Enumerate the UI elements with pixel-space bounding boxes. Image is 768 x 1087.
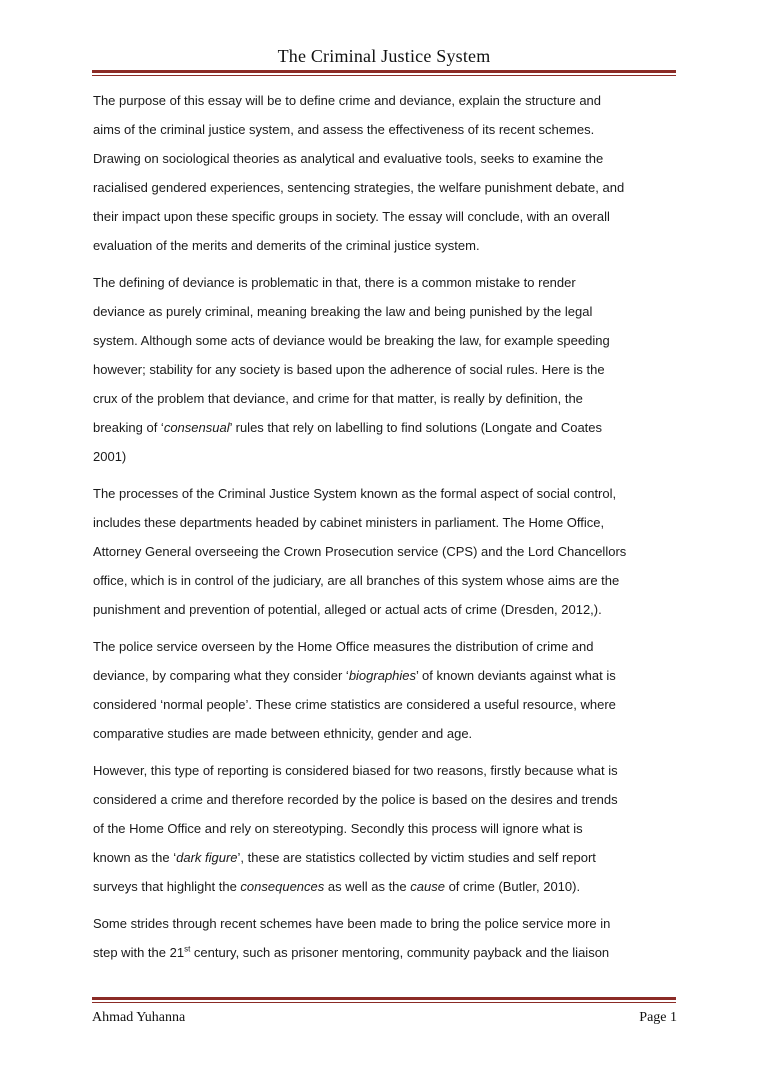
text-line [93, 719, 677, 748]
text-line [93, 326, 677, 355]
text-line [93, 843, 677, 872]
text-run: However, this type of reporting is considered biased for two reasons, firstly because what is [93, 763, 618, 778]
text-run: step with the 21 [93, 945, 185, 960]
paragraph [93, 632, 677, 748]
text-run: surveys that highlight the [93, 879, 241, 894]
text-line [93, 231, 677, 260]
text-run: breaking of ‘ [93, 420, 164, 435]
text-line [93, 355, 677, 384]
text-run: however; stability for any society is based upon the adherence of social rules. Here is the [93, 362, 605, 377]
text-line [93, 508, 677, 537]
text-line [93, 595, 677, 624]
superscript-text: st [184, 944, 191, 954]
text-run: The processes of the Criminal Justice System known as the formal aspect of social control, [93, 486, 617, 501]
text-run: ’ of known deviants against what is [416, 668, 616, 683]
text-run: their impact upon these specific groups in society. The essay will conclude, with an overall [93, 209, 610, 224]
text-line [93, 814, 677, 843]
paragraph [93, 86, 677, 260]
text-run: ’, these are statistics collected by victim studies and self report [237, 850, 596, 865]
text-run: The police service overseen by the Home Office measures the distribution of crime and [93, 639, 594, 654]
italic-text: dark figure [176, 850, 238, 865]
text-line [93, 384, 677, 413]
text-run: of the Home Office and rely on stereotyping. Secondly this process will ignore what is [93, 821, 583, 836]
text-run: considered ‘normal people’. These crime statistics are considered a useful resource, where [93, 697, 616, 712]
text-run: system. Although some acts of deviance would be breaking the law, for example speeding [93, 333, 610, 348]
italic-text: biographies [348, 668, 417, 683]
text-line [93, 566, 677, 595]
document-body [93, 86, 677, 975]
text-line [93, 202, 677, 231]
text-run: deviance, by comparing what they consider ‘ [93, 668, 349, 683]
paragraph [93, 268, 677, 471]
footer-rule [92, 997, 676, 1003]
text-run: ’ rules that rely on labelling to find solutions (Longate and Coates [229, 420, 603, 435]
text-run: crux of the problem that deviance, and crime for that matter, is really by definition, the [93, 391, 583, 406]
text-line [93, 632, 677, 661]
text-run: The purpose of this essay will be to define crime and deviance, explain the structure and [93, 93, 602, 108]
footer-page-number: Page 1 [639, 1010, 677, 1025]
text-run: Some strides through recent schemes have been made to bring the police service more in [93, 916, 611, 931]
text-line [93, 297, 677, 326]
text-line [93, 785, 677, 814]
text-run: punishment and prevention of potential, alleged or actual acts of crime (Dresden, 2012,). [93, 602, 602, 617]
text-run: Attorney General overseeing the Crown Prosecution service (CPS) and the Lord Chancellors [93, 544, 627, 559]
paragraph [93, 756, 677, 901]
text-run: 2001) [93, 449, 127, 464]
paragraph [93, 909, 677, 967]
text-run: racialised gendered experiences, sentencing strategies, the welfare punishment debate, and [93, 180, 625, 195]
italic-text: consequences [240, 879, 325, 894]
text-line [93, 690, 677, 719]
text-line [93, 537, 677, 566]
text-line [93, 661, 677, 690]
text-run: deviance as purely criminal, meaning breaking the law and being punished by the legal [93, 304, 593, 319]
text-run: Drawing on sociological theories as analytical and evaluative tools, seeks to examine the [93, 151, 604, 166]
text-line [93, 144, 677, 173]
italic-text: consensual [163, 420, 230, 435]
text-line [93, 909, 677, 938]
text-line [93, 479, 677, 508]
text-line [93, 872, 677, 901]
text-run: century, such as prisoner mentoring, community payback and the liaison [190, 945, 610, 960]
text-line [93, 86, 677, 115]
text-run: comparative studies are made between ethnicity, gender and age. [93, 726, 473, 741]
text-run: aims of the criminal justice system, and assess the effectiveness of its recent schemes. [93, 122, 595, 137]
text-line [93, 173, 677, 202]
text-line [93, 756, 677, 785]
text-run: The defining of deviance is problematic in that, there is a common mistake to render [93, 275, 576, 290]
footer-author: Ahmad Yuhanna [92, 1010, 186, 1025]
text-run: as well as the [324, 879, 411, 894]
text-run: evaluation of the merits and demerits of the criminal justice system. [93, 238, 480, 253]
page-header-title: The Criminal Justice System [277, 46, 491, 66]
text-line [93, 938, 677, 967]
text-line [93, 268, 677, 297]
text-run: office, which is in control of the judiciary, are all branches of this system whose aims are the [93, 573, 620, 588]
italic-text: cause [410, 879, 445, 894]
text-run: considered a crime and therefore recorded by the police is based on the desires and trends [93, 792, 618, 807]
paragraph [93, 479, 677, 624]
text-run: includes these departments headed by cabinet ministers in parliament. The Home Office, [93, 515, 605, 530]
text-run: of crime (Butler, 2010). [444, 879, 581, 894]
header-rule [92, 70, 676, 76]
text-line [93, 413, 677, 442]
text-line [93, 115, 677, 144]
text-line [93, 442, 677, 471]
text-run: known as the ‘ [93, 850, 177, 865]
